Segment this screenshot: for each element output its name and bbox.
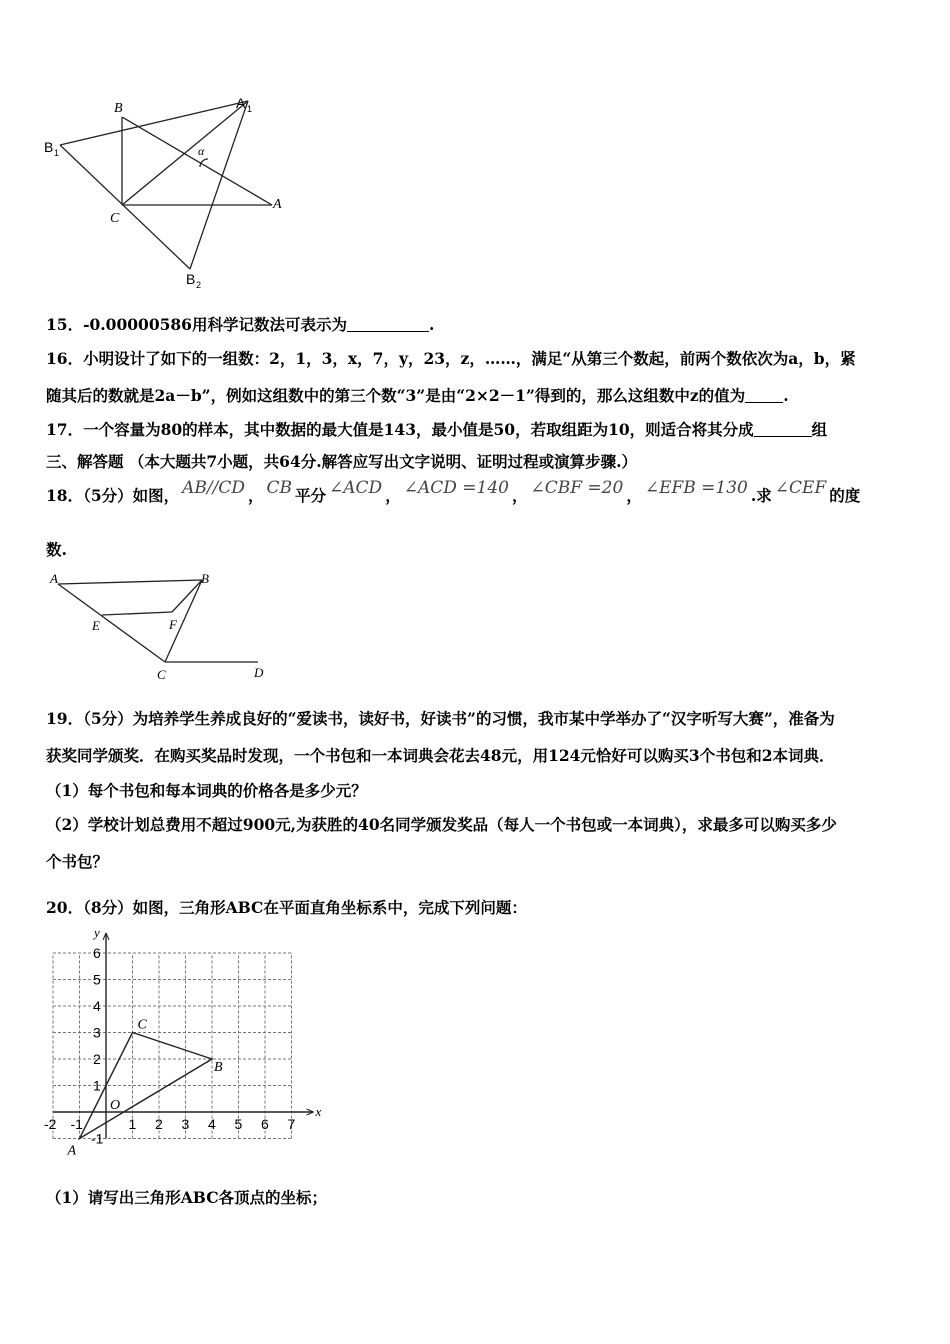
text-degree: 的度 <box>829 486 861 505</box>
math-angle-cef: ∠CEF <box>774 478 827 498</box>
q15-text: 15．-0.00000586用科学记数法可表示为 <box>46 315 347 334</box>
label-a1-sub: 1 <box>247 104 253 114</box>
question-17 <box>46 418 827 440</box>
label-d: D <box>254 665 264 680</box>
question-16-line-1: 16．小明设计了如下的一组数：2，1，3，x，7，y，23，z，……，满足“从第三个数起，前两个数依次为a，b，紧 <box>46 349 856 368</box>
y-tick-label: 6 <box>93 945 101 961</box>
math-angle-cbf: ∠CBF =20 <box>530 478 624 498</box>
x-tick-label: 1 <box>128 1116 137 1132</box>
question-19-part-1: （1）每个书包和每本词典的价格各是多少元？ <box>46 781 367 800</box>
section-heading: 三、解答题 （本大题共7小题，共64分.解答应写出文字说明、证明过程或演算步骤.） <box>46 452 638 471</box>
x-tick-label: 6 <box>261 1116 269 1132</box>
sep: ， <box>385 486 401 505</box>
label-c: C <box>110 211 120 226</box>
label-b1: B <box>44 139 54 155</box>
question-15 <box>46 313 434 335</box>
label-b1-sub: 1 <box>54 148 60 158</box>
vertex-label-c: C <box>137 1017 147 1033</box>
label-a: A <box>273 197 282 212</box>
label-a: A <box>50 571 58 586</box>
x-tick-label: 3 <box>181 1116 190 1132</box>
triangle-abc <box>67 1018 224 1159</box>
question-19-part-2-line-1: （2）学校计划总费用不超过900元,为获胜的40名同学颁发奖品（每人一个书包或一本词典），求最多可以购买多少 <box>46 815 837 834</box>
answer-blank[interactable] <box>754 421 812 437</box>
math-angle-acd: ∠ACD <box>329 478 383 498</box>
label-e: E <box>92 618 100 633</box>
q17-text: 17．一个容量为80的样本，其中数据的最大值是143，最小值是50，若取组距为10，则适合将其分成 <box>46 420 754 439</box>
label-c: C <box>157 667 166 682</box>
y-axis-label: y <box>94 928 100 940</box>
figure-q18 <box>44 568 274 683</box>
x-tick-label: -1 <box>70 1116 83 1132</box>
answer-blank[interactable] <box>745 387 783 403</box>
label-b2-sub: 2 <box>196 280 202 290</box>
x-tick-label: 7 <box>287 1116 296 1132</box>
y-tick-label: -1 <box>91 1130 104 1147</box>
origin-label: O <box>110 1098 121 1113</box>
question-18-line-2: 数. <box>46 540 67 559</box>
question-19-line-1: 19．（5分）为培养学生养成良好的“爱读书，读好书，好读书”的习惯，我市某中学举办了“汉字听写大赛”，准备为 <box>46 709 835 728</box>
label-b2: B <box>186 271 196 287</box>
q17-end: 组 <box>811 420 828 439</box>
q16-line2-text: 随其后的数就是2a－b”，例如这组数中的第三个数“3”是由“2×2－1”得到的，那么这组数中z的值为 <box>46 386 746 405</box>
math-parallel: AB//CD <box>182 478 245 498</box>
x-tick-label: 4 <box>208 1116 216 1132</box>
vertex-label-b: B <box>214 1060 223 1075</box>
question-16-line-2 <box>46 384 789 406</box>
label-f: F <box>169 617 177 632</box>
y-tick-label: 3 <box>93 1024 101 1041</box>
question-18-line-1 <box>46 478 860 512</box>
figure-q14 <box>40 95 300 295</box>
label-b: B <box>114 101 123 116</box>
sep: ， <box>511 486 528 505</box>
sep: ， <box>626 486 642 505</box>
tick-labels <box>44 945 296 1147</box>
text-find: .求 <box>750 486 772 505</box>
x-tick-label: 2 <box>155 1116 163 1132</box>
question-20-part-1: （1）请写出三角形ABC各顶点的坐标； <box>46 1188 328 1207</box>
math-angle-efb: ∠EFB =130 <box>644 478 748 498</box>
q18-prefix: 18．（5分）如图， <box>46 486 180 505</box>
answer-blank[interactable] <box>347 316 429 332</box>
figure-q20 <box>40 928 340 1158</box>
vertex-label-a: A <box>67 1143 77 1158</box>
sep: ， <box>247 486 264 505</box>
label-a1: A <box>236 95 246 111</box>
q15-end: . <box>428 315 435 334</box>
q16-end: . <box>783 386 789 405</box>
label-alpha: α <box>198 144 205 158</box>
label-b: B <box>201 571 209 586</box>
y-tick-label: 2 <box>93 1051 101 1067</box>
question-19-part-2-line-2: 个书包？ <box>46 852 109 871</box>
question-20: 20．（8分）如图，三角形ABC在平面直角坐标系中，完成下列问题： <box>46 898 527 917</box>
math-angle-acd-value: ∠ACD =140 <box>403 478 509 498</box>
x-tick-label: 5 <box>234 1116 243 1132</box>
x-tick-label: -2 <box>44 1116 57 1132</box>
y-tick-label: 5 <box>93 971 101 988</box>
x-axis-label: x <box>315 1104 322 1119</box>
y-tick-label: 1 <box>93 1077 101 1094</box>
text-bisects: 平分 <box>295 486 327 505</box>
math-cb: CB <box>266 478 292 498</box>
y-tick-label: 4 <box>93 998 101 1014</box>
question-19-line-2: 获奖同学颁奖．在购买奖品时发现，一个书包和一本词典会花去48元，用124元恰好可以购买3个书包和2本词典． <box>46 746 835 765</box>
